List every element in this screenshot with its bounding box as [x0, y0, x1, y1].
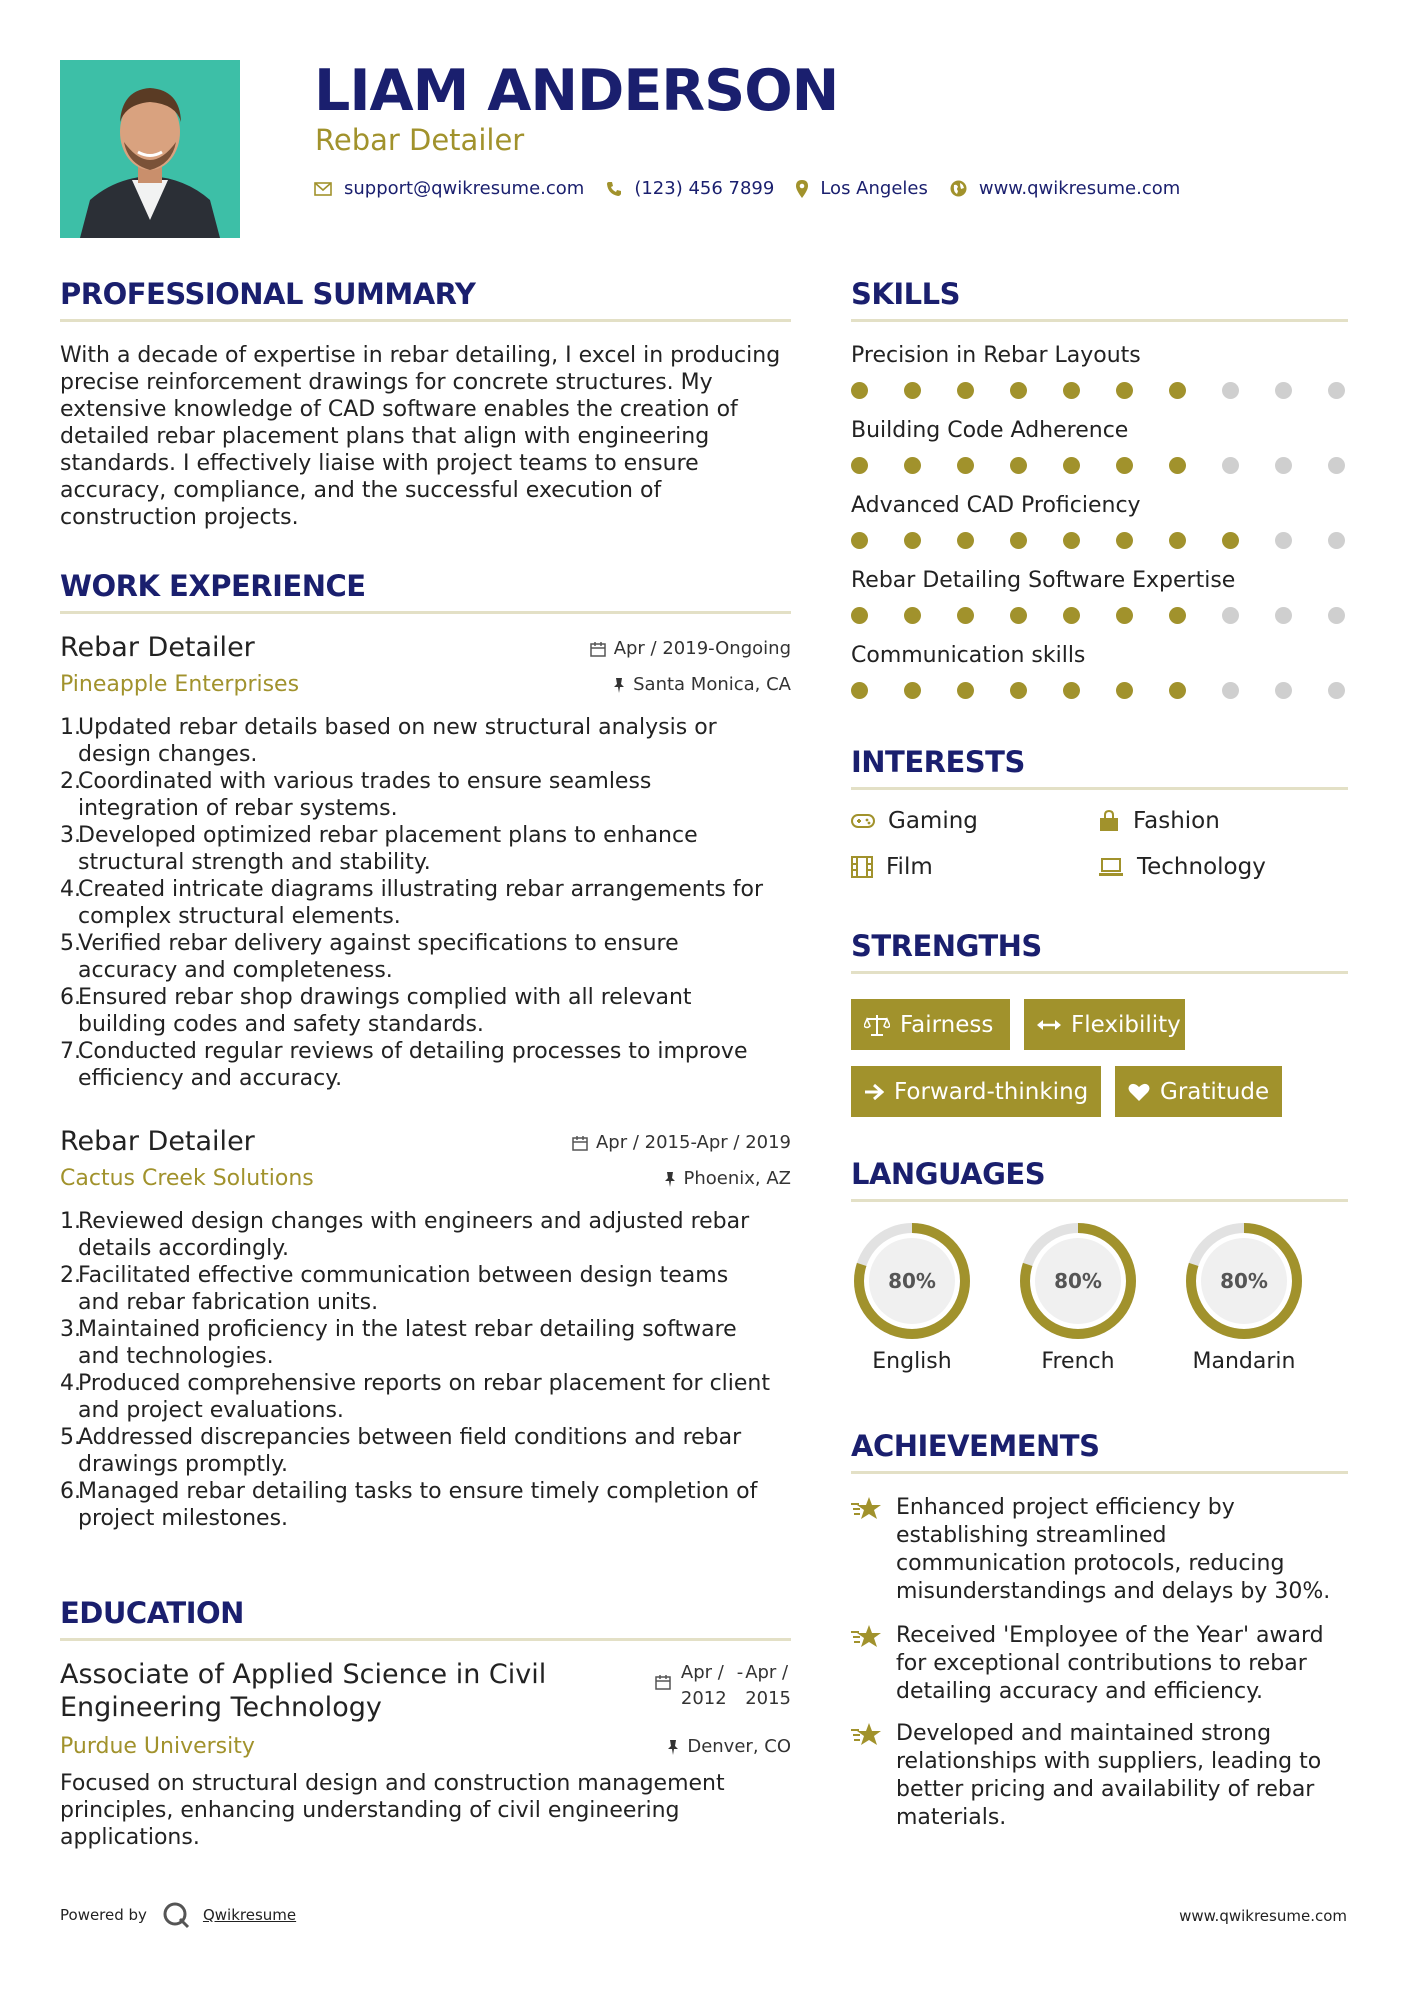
education-start	[681, 1660, 727, 1712]
item-line: Created intricate diagrams illustrating rebar arrangements for	[78, 877, 764, 902]
skill-name: Communication skills	[851, 643, 1086, 668]
item-line: integration of rebar systems.	[78, 796, 398, 821]
item-number: 1.	[60, 1209, 81, 1234]
skill-name: Advanced CAD Proficiency	[851, 493, 1141, 518]
rating-dot-empty	[1222, 382, 1239, 399]
item-line: Verified rebar delivery against specifications to ensure	[78, 931, 679, 956]
item-line: accuracy and completeness.	[78, 958, 393, 983]
language-name: English	[872, 1349, 952, 1374]
item-number: 3.	[60, 823, 81, 848]
skill-rating	[851, 532, 1345, 549]
rating-dot-filled	[1116, 382, 1133, 399]
item-line: Maintained proficiency in the latest rebar detailing software	[78, 1317, 737, 1342]
item-line: Developed optimized rebar placement plans to enhance	[78, 823, 698, 848]
globe-icon	[950, 180, 967, 197]
rating-dot-filled	[851, 382, 868, 399]
language-percent: 80%	[1054, 1269, 1102, 1293]
strength-tag	[1115, 1066, 1282, 1117]
strength-tag	[851, 999, 1010, 1050]
list-item	[60, 1478, 809, 1532]
rating-dot-empty	[1222, 607, 1239, 624]
gamepad-icon	[851, 813, 875, 829]
list-item	[60, 1370, 809, 1424]
arrow-right-icon	[864, 1083, 884, 1101]
list-item	[60, 1208, 809, 1262]
achievement-line: misunderstandings and delays by 30%.	[896, 1579, 1331, 1604]
balance-scale-icon	[864, 1014, 890, 1036]
list-item	[60, 930, 809, 984]
qwikresume-logo-icon	[161, 1900, 191, 1930]
item-line: Addressed discrepancies between field conditions and rebar	[78, 1425, 742, 1450]
item-line: and project evaluations.	[78, 1398, 344, 1423]
language-item	[851, 1220, 973, 1374]
interest-label: Film	[886, 854, 933, 880]
language-percent: 80%	[888, 1269, 936, 1293]
education-location-text: Denver, CO	[687, 1736, 791, 1757]
list-item	[60, 1424, 809, 1478]
interests-heading: INTERESTS	[851, 745, 1025, 779]
rating-dot-filled	[957, 532, 974, 549]
item-line: Ensured rebar shop drawings complied with all relevant	[78, 985, 692, 1010]
list-item	[60, 1038, 809, 1092]
qwikresume-link[interactable]: Qwikresume	[202, 1906, 297, 1924]
item-number: 7.	[60, 1039, 81, 1064]
interest-item	[851, 854, 933, 880]
rating-dot-filled	[957, 382, 974, 399]
rating-dot-empty	[1275, 607, 1292, 624]
contact-location: Los Angeles	[820, 178, 928, 199]
summary-line: standards. I effectively liaise with project teams to ensure	[60, 451, 699, 476]
rating-dot-filled	[904, 382, 921, 399]
summary-line: construction projects.	[60, 505, 299, 530]
skills-heading: SKILLS	[851, 277, 960, 311]
job-duties	[60, 1208, 809, 1532]
strength-tag	[1024, 999, 1185, 1050]
education-line: principles, enhancing understanding of civil engineering	[60, 1798, 680, 1823]
rating-dot-filled	[957, 607, 974, 624]
education-entry	[60, 1658, 791, 1858]
rating-dot-filled	[1116, 457, 1133, 474]
job-date-text: Apr / 2019-Ongoing	[613, 638, 791, 659]
contact-phone[interactable]: (123) 456 7899	[634, 178, 775, 199]
pin-icon	[613, 677, 625, 693]
item-line: Facilitated effective communication between design teams	[78, 1263, 729, 1288]
job-location	[664, 1168, 792, 1189]
achievement-line: communication protocols, reducing	[896, 1551, 1285, 1576]
rating-dot-empty	[1222, 457, 1239, 474]
language-name: Mandarin	[1192, 1349, 1296, 1374]
achievement-line: Enhanced project efficiency by	[896, 1495, 1235, 1520]
item-number: 6.	[60, 985, 81, 1010]
list-item	[60, 714, 809, 768]
rating-dot-filled	[1010, 607, 1027, 624]
achievements-heading: ACHIEVEMENTS	[851, 1429, 1100, 1463]
calendar-icon	[655, 1674, 671, 1690]
rating-dot-filled	[1169, 382, 1186, 399]
skill-rating	[851, 457, 1345, 474]
rating-dot-filled	[851, 457, 868, 474]
date-separator: -	[736, 1662, 744, 1683]
item-line: Managed rebar detailing tasks to ensure timely completion of	[78, 1479, 758, 1504]
achievements-divider	[851, 1471, 1348, 1474]
shopping-bag-icon	[1098, 810, 1120, 832]
strength-label: Flexibility	[1071, 1011, 1181, 1038]
education-end	[745, 1660, 791, 1712]
item-line: Conducted regular reviews of detailing processes to improve	[78, 1039, 748, 1064]
item-line: project milestones.	[78, 1506, 289, 1531]
job-location-text: Santa Monica, CA	[633, 674, 791, 695]
language-percent: 80%	[1220, 1269, 1268, 1293]
rating-dot-filled	[1010, 382, 1027, 399]
item-line: building codes and safety standards.	[78, 1012, 484, 1037]
job-date-text: Apr / 2015-Apr / 2019	[595, 1132, 791, 1153]
achievement-line: Developed and maintained strong	[896, 1721, 1272, 1746]
item-line: design changes.	[78, 742, 258, 767]
rating-dot-empty	[1328, 607, 1345, 624]
candidate-name: LIAM ANDERSON	[314, 58, 839, 124]
job-title: Rebar Detailer	[60, 1126, 255, 1157]
rating-dot-filled	[1010, 682, 1027, 699]
skill-name: Building Code Adherence	[851, 418, 1129, 443]
arrows-horizontal-icon	[1037, 1018, 1061, 1032]
list-item	[60, 1262, 809, 1316]
languages-heading: LANGUAGES	[851, 1157, 1046, 1191]
summary-heading: PROFESSIONAL SUMMARY	[60, 277, 476, 311]
rating-dot-empty	[1328, 382, 1345, 399]
rating-dot-empty	[1222, 682, 1239, 699]
rating-dot-filled	[1063, 457, 1080, 474]
job-title: Rebar Detailer	[60, 632, 255, 663]
job-location-text: Phoenix, AZ	[683, 1168, 791, 1189]
item-line: details accordingly.	[78, 1236, 290, 1261]
summary-line: With a decade of expertise in rebar detailing, I excel in producing	[60, 343, 781, 368]
summary-divider	[60, 319, 791, 322]
contact-email[interactable]: support@qwikresume.com	[344, 178, 585, 199]
item-line: structural strength and stability.	[78, 850, 431, 875]
education-line: applications.	[60, 1825, 200, 1850]
achievement-line: better pricing and availability of rebar	[896, 1777, 1315, 1802]
item-number: 2.	[60, 1263, 81, 1288]
item-number: 4.	[60, 877, 81, 902]
list-item	[60, 876, 809, 930]
experience-divider	[60, 611, 791, 614]
education-heading: EDUCATION	[60, 1596, 244, 1630]
achievement-line: Received 'Employee of the Year' award	[896, 1623, 1324, 1648]
rating-dot-empty	[1275, 457, 1292, 474]
strength-label: Fairness	[900, 1011, 994, 1038]
rating-dot-empty	[1328, 457, 1345, 474]
strengths-divider	[851, 971, 1348, 974]
item-line: drawings promptly.	[78, 1452, 288, 1477]
profile-photo	[60, 60, 240, 238]
rating-dot-empty	[1328, 682, 1345, 699]
rating-dot-filled	[851, 532, 868, 549]
item-line: Reviewed design changes with engineers and adjusted rebar	[78, 1209, 750, 1234]
summary-line: precise reinforcement drawings for concrete structures. My	[60, 370, 713, 395]
rating-dot-filled	[904, 532, 921, 549]
interest-item	[1098, 854, 1266, 880]
list-item	[60, 984, 809, 1038]
achievement-line: establishing streamlined	[896, 1523, 1167, 1548]
item-number: 4.	[60, 1371, 81, 1396]
rating-dot-filled	[1116, 532, 1133, 549]
map-marker-icon	[796, 180, 808, 198]
school-name: Purdue University	[60, 1734, 255, 1759]
item-number: 1.	[60, 715, 81, 740]
rating-dot-filled	[1169, 607, 1186, 624]
summary-line: extensive knowledge of CAD software enables the creation of	[60, 397, 738, 422]
item-line: and technologies.	[78, 1344, 274, 1369]
date-part: 2015	[745, 1688, 791, 1709]
job-date	[590, 638, 791, 659]
list-item	[60, 822, 809, 876]
calendar-icon	[590, 641, 606, 657]
summary-line: accuracy, compliance, and the successful execution of	[60, 478, 662, 503]
rating-dot-filled	[851, 607, 868, 624]
job-company: Cactus Creek Solutions	[60, 1166, 314, 1191]
job-location	[613, 674, 791, 695]
date-part: Apr /	[680, 1662, 724, 1683]
skills-divider	[851, 319, 1348, 322]
footer-url[interactable]: www.qwikresume.com	[1179, 1907, 1347, 1925]
item-line: Produced comprehensive reports on rebar placement for client	[78, 1371, 771, 1396]
rating-dot-empty	[1275, 382, 1292, 399]
skill-rating	[851, 682, 1345, 699]
degree-line: Engineering Technology	[60, 1692, 382, 1723]
item-number: 3.	[60, 1317, 81, 1342]
item-line: Updated rebar details based on new structural analysis or	[78, 715, 717, 740]
date-part: 2012	[680, 1688, 727, 1709]
powered-by-label: Powered by	[60, 1906, 147, 1924]
footer-powered-by	[60, 1900, 296, 1930]
summary-text	[60, 342, 800, 531]
rating-dot-filled	[1010, 532, 1027, 549]
job-date	[572, 1132, 791, 1153]
achievement-item	[851, 1622, 1351, 1710]
language-item	[1183, 1220, 1305, 1374]
rating-dot-filled	[957, 682, 974, 699]
rating-dot-filled	[1063, 382, 1080, 399]
item-line: and rebar fabrication units.	[78, 1290, 379, 1315]
rating-dot-filled	[904, 457, 921, 474]
skill-rating	[851, 382, 1345, 399]
item-number: 5.	[60, 931, 81, 956]
item-line: Coordinated with various trades to ensure seamless	[78, 769, 652, 794]
strength-tag	[851, 1066, 1101, 1117]
rating-dot-filled	[1169, 532, 1186, 549]
education-description	[60, 1770, 800, 1851]
skill-name: Rebar Detailing Software Expertise	[851, 568, 1236, 593]
contact-bar	[314, 178, 1202, 199]
achievement-text	[896, 1622, 1346, 1706]
candidate-title: Rebar Detailer	[315, 123, 525, 157]
achievement-line: materials.	[896, 1805, 1007, 1830]
rating-dot-filled	[957, 457, 974, 474]
interest-item	[851, 808, 978, 834]
list-item	[60, 1316, 809, 1370]
summary-line: detailed rebar placement plans that align with engineering	[60, 424, 710, 449]
star-icon	[851, 1624, 883, 1654]
strength-label: Gratitude	[1160, 1078, 1270, 1105]
rating-dot-filled	[904, 607, 921, 624]
education-location	[667, 1736, 791, 1757]
rating-dot-filled	[1063, 532, 1080, 549]
rating-dot-filled	[1169, 682, 1186, 699]
achievement-line: detailing accuracy and efficiency.	[896, 1679, 1263, 1704]
star-icon	[851, 1496, 883, 1526]
item-number: 2.	[60, 769, 81, 794]
item-number: 6.	[60, 1479, 81, 1504]
rating-dot-empty	[1328, 532, 1345, 549]
date-part: Apr /	[745, 1662, 789, 1683]
achievement-text	[896, 1494, 1346, 1606]
rating-dot-filled	[851, 682, 868, 699]
language-name: French	[1041, 1349, 1115, 1374]
phone-icon	[606, 181, 622, 197]
language-item	[1017, 1220, 1139, 1374]
rating-dot-filled	[1063, 682, 1080, 699]
strength-label: Forward-thinking	[894, 1078, 1089, 1105]
rating-dot-empty	[1275, 682, 1292, 699]
degree-title	[60, 1658, 620, 1724]
achievement-text	[896, 1720, 1346, 1832]
film-icon	[851, 856, 873, 878]
interest-label: Gaming	[888, 808, 978, 834]
education-dates	[655, 1660, 791, 1712]
rating-dot-filled	[1063, 607, 1080, 624]
interest-item	[1098, 808, 1220, 834]
rating-dot-filled	[1222, 532, 1239, 549]
interest-label: Technology	[1137, 854, 1266, 880]
pin-icon	[664, 1171, 676, 1187]
interest-label: Fashion	[1133, 808, 1220, 834]
achievement-line: for exceptional contributions to rebar	[896, 1651, 1307, 1676]
achievement-item	[851, 1494, 1351, 1610]
education-line: Focused on structural design and construction management	[60, 1771, 725, 1796]
degree-line: Associate of Applied Science in Civil	[60, 1659, 547, 1690]
strengths-heading: STRENGTHS	[851, 929, 1042, 963]
interests-divider	[851, 787, 1348, 790]
rating-dot-filled	[1116, 607, 1133, 624]
contact-website[interactable]: www.qwikresume.com	[978, 178, 1181, 199]
skill-name: Precision in Rebar Layouts	[851, 343, 1141, 368]
rating-dot-filled	[904, 682, 921, 699]
languages-divider	[851, 1199, 1348, 1202]
rating-dot-filled	[1169, 457, 1186, 474]
list-item	[60, 768, 809, 822]
pin-icon	[667, 1739, 679, 1755]
rating-dot-filled	[1116, 682, 1133, 699]
rating-dot-filled	[1010, 457, 1027, 474]
job-duties	[60, 714, 809, 1092]
job-company: Pineapple Enterprises	[60, 672, 300, 697]
experience-heading: WORK EXPERIENCE	[60, 569, 366, 603]
rating-dot-empty	[1275, 532, 1292, 549]
education-divider	[60, 1638, 791, 1641]
laptop-icon	[1098, 857, 1124, 877]
heart-icon	[1128, 1082, 1150, 1102]
star-icon	[851, 1722, 883, 1752]
achievement-line: relationships with suppliers, leading to	[896, 1749, 1322, 1774]
achievement-item	[851, 1720, 1351, 1836]
item-line: efficiency and accuracy.	[78, 1066, 343, 1091]
calendar-icon	[572, 1135, 588, 1151]
item-number: 5.	[60, 1425, 81, 1450]
skill-rating	[851, 607, 1345, 624]
email-icon	[314, 182, 332, 196]
item-line: complex structural elements.	[78, 904, 401, 929]
